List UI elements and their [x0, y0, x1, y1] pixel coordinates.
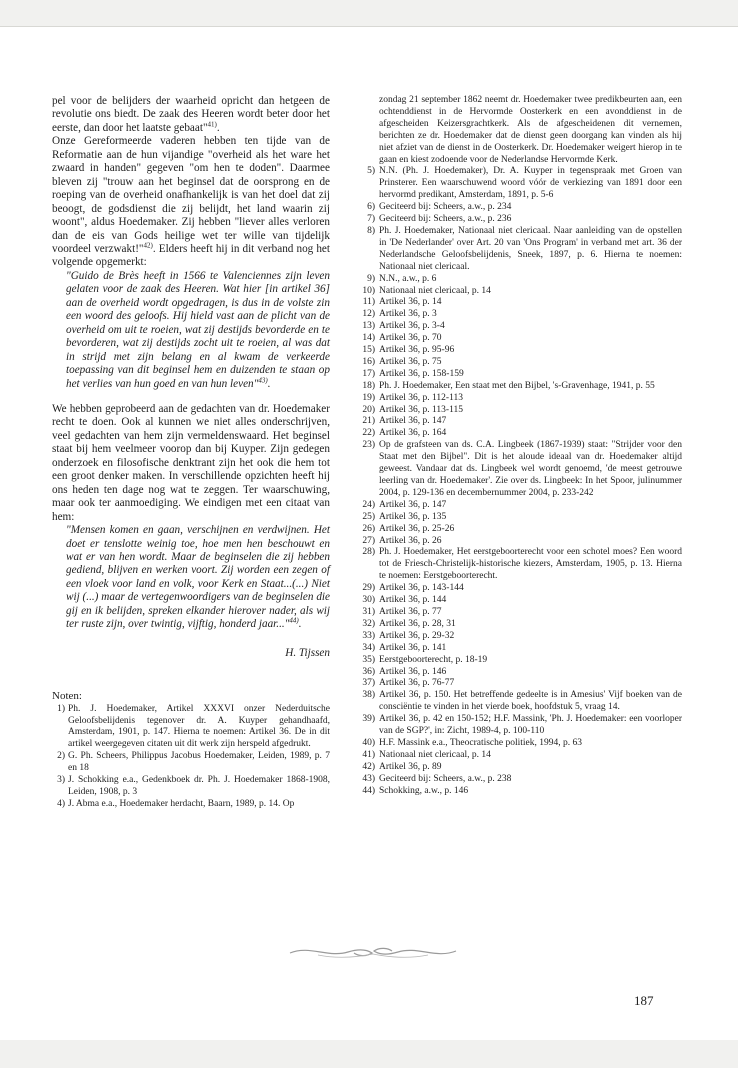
footnote-item	[360, 381, 682, 393]
footnote-text: Nationaal niet clericaal, p. 14	[379, 749, 491, 760]
footnote-item	[360, 286, 682, 298]
footnote-number: 11)	[362, 297, 375, 308]
footnote-number: 2)	[57, 751, 65, 762]
footnote-text: Artikel 36, p. 76-77	[379, 678, 455, 689]
footnote-item	[360, 667, 682, 679]
footnote-number: 5)	[367, 166, 375, 177]
footnote-text: Artikel 36, p. 95-96	[379, 345, 455, 356]
footnote-item	[52, 775, 330, 799]
footnote-text: Artikel 36, p. 150. Het betreffende gedeelte is in Amesius' Vijf boeken van de consciëntie te vinden in het vierde boek, hoofdstuk 5, vraag 14.	[379, 690, 682, 713]
footnote-text: Artikel 36, p. 147	[379, 499, 447, 510]
footnote-number: 32)	[362, 618, 375, 629]
footnote-number: 31)	[362, 606, 375, 617]
footnote-text: Artikel 36, p. 158-159	[379, 368, 464, 379]
footnote-item	[360, 607, 682, 619]
footnote-number: 38)	[362, 690, 375, 701]
footnote-item	[360, 655, 682, 667]
footnote-item	[360, 333, 682, 345]
block-quote: "Mensen komen en gaan, verschijnen en verdwijnen. Het doet er tenslotte weinig toe, hoe men hen beschouwt en wat er van hen wordt. Maar de beginselen die zij hebben gediend, blijven en werken voort. Zij worden een zegen of een vloek voor land en volk, voor Kerk en Staat...(...) Niet wij (...) maar de vertegenwoordigers van de beginselen die gij en ik belijden, spreken elkander hierover nader, als wij ter ruste zijn, over twintig, vijftig, honderd jaar..."$^{44)}$.	[66, 524, 330, 631]
footnote-text: G. Ph. Scheers, Philippus Jacobus Hoedemaker, Leiden, 1989, p. 7 en 18	[68, 751, 330, 774]
footnote-text: Artikel 36, p. 146	[379, 666, 447, 677]
footnote-number: 23)	[362, 440, 375, 451]
footnote-number: 24)	[362, 499, 375, 510]
footnote-text: Artikel 36, p. 141	[379, 642, 447, 653]
footnote-text: Ph. J. Hoedemaker, Een staat met den Bijbel, 's-Gravenhage, 1941, p. 55	[379, 380, 655, 391]
footnote-text: Eerstgeboorterecht, p. 18-19	[379, 654, 488, 665]
notes-heading: Noten:	[52, 689, 82, 702]
top-rule	[0, 26, 738, 27]
footnote-number: 1)	[57, 703, 65, 714]
footnote-number: 8)	[367, 225, 375, 236]
footnote-number: 22)	[362, 428, 375, 439]
footnote-ref: 43)	[258, 375, 268, 384]
footnote-item	[360, 202, 682, 214]
footnote-item	[360, 583, 682, 595]
footnote-text: Artikel 36, p. 3	[379, 309, 437, 320]
footnote-number: 10)	[362, 285, 375, 296]
footnote-item	[360, 619, 682, 631]
footnote-number: 13)	[362, 321, 375, 332]
footnote-item	[360, 678, 682, 690]
footnote-item	[360, 428, 682, 440]
footnote-text: Artikel 36, p. 29-32	[379, 630, 455, 641]
footnote-item	[360, 274, 682, 286]
footnote-number: 43)	[362, 773, 375, 784]
footnote-text: Artikel 36, p. 26	[379, 535, 442, 546]
footnote-text: Geciteerd bij: Scheers, a.w., p. 234	[379, 202, 512, 213]
footnote-number: 39)	[362, 714, 375, 725]
footnote-item	[360, 500, 682, 512]
footnote-text: Artikel 36, p. 112-113	[379, 392, 463, 403]
footnote-item	[360, 714, 682, 738]
footnote-item	[360, 786, 682, 798]
footnote-number: 28)	[362, 547, 375, 558]
footnote-ref: 42)	[143, 241, 153, 250]
footnote-number: 41)	[362, 749, 375, 760]
footnote-text: Artikel 36, p. 164	[379, 428, 447, 439]
footnote-item	[360, 631, 682, 643]
footnote-item	[360, 762, 682, 774]
body-paragraph: Onze Gereformeerde vaderen hebben ten tijde van de Reformatie aan de hun vijandige "overheid als het ware het zwaard in handen" gegeven "om hen te doden". Daarmee bleven zij "trouw aan het beginsel dat de oorsprong en de roeping van de overheid onafhankelijk is van het doel dat zij beoogt, de godsdienst die zij belijdt, het land waarin zij woont", aldus Hoedemaker. Zij hebben "liever alles verloren dan de eis van Gods heilige wet ter wille van tijdelijk voordeel verzwakt!"$^{42)}$. Elders heeft hij in dit verband nog het volgende opgemerkt:	[52, 135, 330, 269]
footnote-item	[360, 750, 682, 762]
footnote-number: 17)	[362, 368, 375, 379]
footnote-item	[360, 547, 682, 583]
footnote-number: 16)	[362, 356, 375, 367]
footnote-item	[360, 643, 682, 655]
body-paragraph: pel voor de belijders der waarheid opricht dan hetgeen de revolutie ons biedt. De zaak des Heeren wordt beter door het eerste, dan door het laatste gebaat"$^{41)}$.	[52, 95, 330, 134]
footnote-text: J. Abma e.a., Hoedemaker herdacht, Baarn, 1989, p. 14. Op	[68, 798, 295, 809]
footnote-number: 44)	[362, 785, 375, 796]
footnote-ref: 41)	[207, 120, 217, 129]
footnote-text: Op de grafsteen van ds. C.A. Lingbeek (1867-1939) staat: "Strijder voor den Staat met den Bijbel". Dit is het aloude ideaal van dr. Hoedemaker altijd geweest. Vandaar dat ds. Lingbeek wel wordt genoemd, 'de meest getrouwe leerling van dr. Hoedemaker'. Zie over ds. Lingbeek: In het Spoor, julinummer 2004, p. 129-136 en decembernummer 2004, p. 233-242	[379, 440, 682, 498]
footnote-number: 4)	[57, 798, 65, 809]
footnote-text: Ph. J. Hoedemaker, Artikel XXXVI onzer Nederduitsche Geloofsbelijdenis tegenover dr. A. Kuyper gehandhaafd, Amsterdam, 1901, p. 147. Hierna te noemen: Artikel 36. De in dit artikel weergegeven citaten uit dit werk zijn herspeld afgedrukt.	[68, 703, 330, 750]
footnote-number: 6)	[367, 202, 375, 213]
bottom-margin-band	[0, 1040, 738, 1068]
footnote-number: 15)	[362, 345, 375, 356]
footnote-item	[360, 357, 682, 369]
footnote-number: 7)	[367, 214, 375, 225]
footnote-text: Artikel 36, p. 143-144	[379, 583, 464, 594]
footnote-ref: 44)	[289, 616, 299, 625]
footnote-text: Artikel 36, p. 14	[379, 297, 442, 308]
footnote-number: 12)	[362, 309, 375, 320]
block-quote: "Guido de Brès heeft in 1566 te Valenciennes zijn leven gelaten voor de zaak des Heeren. Wat hier [in artikel 36] aan de overheid wordt opgedragen, is dus in de volste zin een woord des geloofs. Hij hield vast aan de plicht van de overheid om uit te roeien, wat zij destijds bevorderde en te bevorderen, wat zij destijds zocht uit te roeien, al was dat in strijd met zijn belang en al kwam de verkeerde toepassing van dit beginsel hem en duizenden te staan op het verlies van hun goed en van hun leven"$^{43)}$.	[66, 269, 330, 390]
footnote-item	[360, 416, 682, 428]
footnote-item	[360, 440, 682, 500]
footnote-continuation: zondag 21 september 1862 neemt dr. Hoedemaker twee predikbeurten aan, een ochtenddienst in de Hervormde Oosterkerk en een avonddienst in de afgescheiden Keizersgrachtkerk. Als de afgescheidenen dit vernemen, berichten ze dr. Hoedemaker dat de dienst geen doorgang kan vinden als hij niet afziet van de dienst in de Oosterkerk. Dr. Hoedemaker weigert hierop in te gaan en kiest zodoende voor de Nederlandse Hervormde Kerk.	[379, 95, 682, 165]
ornament-flourish	[288, 944, 458, 960]
footnote-number: 33)	[362, 630, 375, 641]
body-paragraph: We hebben geprobeerd aan de gedachten van dr. Hoedemaker recht te doen. Ook al kunnen we niet alles onderschrijven, veel gedachten van hem zijn vermeldenswaard. Het beginsel staat bij hem veelmeer voorop dan bij Kuyper. Zijn gedegen onderzoek en filosofische denktrant zijn het ook die hem tot een groot denker maken. In verschillende opzichten heeft hij ons heden ten dage nog wat te zeggen. Ter waarschuwing, maar ook ter aanmoediging. We eindigen met een citaat van hem:	[52, 402, 330, 523]
footnote-text: N.N., a.w., p. 6	[379, 273, 437, 284]
footnote-item	[360, 690, 682, 714]
footnote-item	[360, 405, 682, 417]
footnote-text: Artikel 36, p. 25-26	[379, 523, 455, 534]
footnote-text: Artikel 36, p. 42 en 150-152; H.F. Massink, 'Ph. J. Hoedemaker: een voorloper van de SGP?', in: Zicht, 1989-4, p. 100-110	[379, 714, 682, 737]
footnote-text: Artikel 36, p. 147	[379, 416, 447, 427]
footnote-number: 18)	[362, 380, 375, 391]
footnote-text: Ph. J. Hoedemaker, Het eerstgeboorterecht voor een schotel moes? Een woord tot de Friesch-Christelijk-historische kiezers, Amsterdam, 1905, p. 13. Hierna te noemen: Eerstgeboorterecht.	[379, 547, 682, 582]
footnote-item	[360, 226, 682, 274]
footnote-text: Geciteerd bij: Scheers, a.w., p. 236	[379, 214, 512, 225]
footnote-item	[360, 774, 682, 786]
right-column	[360, 95, 682, 797]
footnote-item	[360, 309, 682, 321]
footnote-number: 21)	[362, 416, 375, 427]
footnote-text: Artikel 36, p. 144	[379, 595, 447, 606]
footnote-number: 37)	[362, 678, 375, 689]
footnote-text: Geciteerd bij: Scheers, a.w., p. 238	[379, 773, 512, 784]
footnote-number: 42)	[362, 761, 375, 772]
footnote-text: N.N. (Ph. J. Hoedemaker), Dr. A. Kuyper in tegenspraak met Groen van Prinsterer. Een waarschuwend woord vóór de verkiezing van 1891 door een hervormd predikant, Amsterdam, 1891, p. 5-6	[379, 166, 682, 201]
footnote-item	[360, 512, 682, 524]
page-number: 187	[634, 993, 654, 1008]
footnote-text: Artikel 36, p. 75	[379, 356, 442, 367]
footnote-number: 27)	[362, 535, 375, 546]
footnote-text: Artikel 36, p. 28, 31	[379, 618, 456, 629]
footnote-number: 20)	[362, 404, 375, 415]
footnote-item	[360, 524, 682, 536]
footnote-item	[360, 345, 682, 357]
footnote-item	[52, 751, 330, 775]
top-margin-band	[0, 0, 738, 26]
footnote-item	[52, 704, 330, 752]
footnote-number: 25)	[362, 511, 375, 522]
footnote-text: H.F. Massink e.a., Theocratische politiek, 1994, p. 63	[379, 737, 583, 748]
footnote-item	[360, 166, 682, 202]
footnote-text: Schokking, a.w., p. 146	[379, 785, 469, 796]
footnote-item	[360, 738, 682, 750]
footnote-number: 36)	[362, 666, 375, 677]
footnote-item	[360, 369, 682, 381]
footnote-item	[360, 393, 682, 405]
footnote-number: 34)	[362, 642, 375, 653]
footnote-number: 35)	[362, 654, 375, 665]
footnote-text: Artikel 36, p. 135	[379, 511, 447, 522]
footnote-number: 9)	[367, 273, 375, 284]
footnote-number: 40)	[362, 737, 375, 748]
footnote-item	[360, 297, 682, 309]
footnote-number: 14)	[362, 333, 375, 344]
footnote-text: Artikel 36, p. 113-115	[379, 404, 463, 415]
footnote-number: 29)	[362, 583, 375, 594]
footnote-item	[360, 214, 682, 226]
footnote-number: 3)	[57, 775, 65, 786]
footnotes-list	[360, 166, 682, 797]
footnote-text: Artikel 36, p. 3-4	[379, 321, 445, 332]
footnote-number: 19)	[362, 392, 375, 403]
author-signature: H. Tijssen	[285, 646, 330, 659]
footnote-number: 26)	[362, 523, 375, 534]
footnote-text: Artikel 36, p. 70	[379, 333, 442, 344]
footnote-text: J. Schokking e.a., Gedenkboek dr. Ph. J. Hoedemaker 1868-1908, Leiden, 1908, p. 3	[68, 775, 330, 798]
footnote-item	[360, 321, 682, 333]
footnote-text: Artikel 36, p. 77	[379, 606, 442, 617]
footnote-text: Nationaal niet clericaal, p. 14	[379, 285, 491, 296]
footnote-item	[360, 536, 682, 548]
footnote-text: Ph. J. Hoedemaker, Nationaal niet clericaal. Naar aanleiding van de opstellen in 'De Nederlander' over Art. 20 van 'Ons Program' in verband met art. 36 der Nederlandsche Geloofsbelijdenis, Sneek, 1897, p. 6. Hierna te noemen: Nationaal niet clericaal.	[379, 225, 682, 272]
footnotes-list	[52, 704, 330, 811]
footnote-text: Artikel 36, p. 89	[379, 761, 442, 772]
footnote-item	[360, 595, 682, 607]
left-column	[52, 95, 330, 811]
footnote-number: 30)	[362, 595, 375, 606]
footnote-item	[52, 799, 330, 811]
